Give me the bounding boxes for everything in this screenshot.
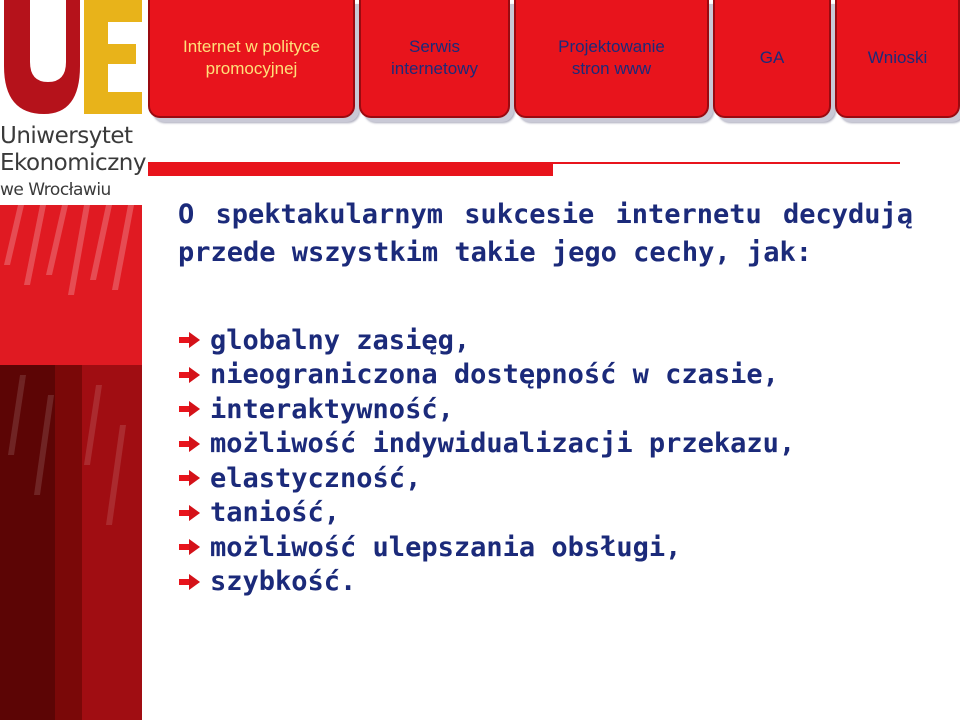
decorative-side-panel (0, 205, 142, 720)
red-arrow-icon (178, 399, 202, 419)
red-arrow-icon (178, 572, 202, 592)
logo-text-line1: Uniwersytet (0, 123, 133, 149)
list-item (178, 358, 795, 393)
red-arrow-icon (178, 330, 202, 350)
list-item-text: możliwość ulepszania obsługi, (210, 531, 682, 563)
list-item-text: interaktywność, (210, 393, 454, 425)
nav-button-label: Serwis internetowy (391, 37, 478, 78)
list-item-text: elastyczność, (210, 462, 422, 494)
nav-button-serwis-internetowy[interactable] (359, 0, 510, 118)
ue-logo-mark (0, 0, 142, 122)
header-divider-thick (148, 164, 553, 176)
nav-button-label: Projektowanie stron www (558, 37, 665, 78)
logo-text-line3: we Wrocławiu (0, 180, 111, 200)
red-arrow-icon (178, 468, 202, 488)
red-arrow-icon (178, 365, 202, 385)
list-item (178, 530, 795, 565)
nav-button-internet-w-polityce[interactable] (148, 0, 355, 118)
list-item-text: nieograniczona dostępność w czasie, (210, 359, 779, 391)
logo-text-line2: Ekonomiczny (0, 150, 146, 176)
nav-button-label: GA (759, 48, 785, 67)
list-item (178, 496, 795, 531)
list-item (178, 392, 795, 427)
nav-button-label: Wnioski (867, 48, 928, 67)
list-item-text: taniość, (210, 497, 341, 529)
list-item-text: szybkość. (210, 566, 357, 598)
university-logo (0, 0, 146, 210)
nav-button-label: Internet w polityce promocyjnej (182, 37, 320, 78)
list-item (178, 323, 795, 358)
red-arrow-icon (178, 503, 202, 523)
intro-paragraph: O spektakularnym sukcesie internetu decydują przede wszystkim takie jego cechy, jak: (178, 199, 913, 268)
list-item-text: możliwość indywidualizacji przekazu, (210, 428, 796, 460)
list-item (178, 461, 795, 496)
list-item-text: globalny zasięg, (210, 324, 471, 356)
red-arrow-icon (178, 434, 202, 454)
nav-button-wnioski[interactable] (835, 0, 960, 118)
list-item (178, 565, 795, 600)
feature-list (178, 323, 795, 599)
list-item (178, 427, 795, 462)
nav-button-ga[interactable] (713, 0, 831, 118)
red-arrow-icon (178, 537, 202, 557)
nav-button-projektowanie-stron[interactable] (514, 0, 709, 118)
